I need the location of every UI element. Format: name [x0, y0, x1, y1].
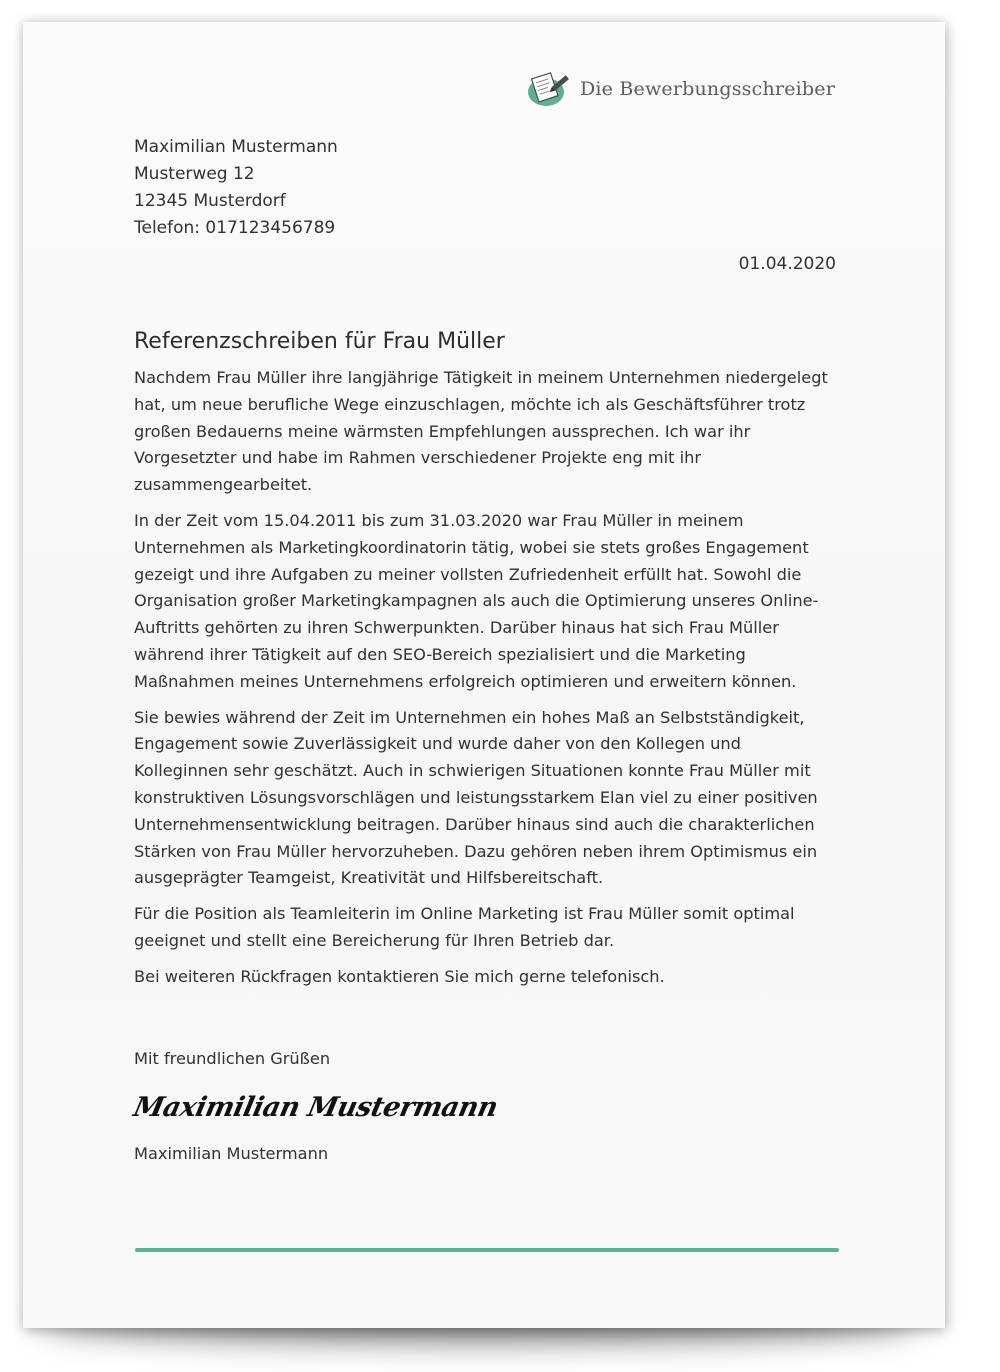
brand-name: Die Bewerbungsschreiber: [579, 78, 835, 100]
body-paragraph: Für die Position als Teamleiterin im Online Marketing ist Frau Müller somit optimal geeignet und stellt eine Bereicherung für Ihren Betrieb dar.: [134, 904, 795, 950]
letter-body: [134, 365, 836, 991]
body-paragraph: Sie bewies während der Zeit im Unternehmen ein hohes Maß an Selbstständigkeit, Engagement sowie Zuverlässigkeit und wurde daher von den Kollegen und Kolleginnen sehr geschätzt. Auch in schwierigen Situationen konnte Frau Müller mit konstruktiven Lösungsvorschlägen und leistungsstarkem Elan viel zu einer positiven Unternehmensentwicklung beitragen. Darüber hinaus sind auch die charakterlichen Stärken von Frau Müller hervorzuheben. Dazu gehören neben ihrem Optimismus ein ausgeprägter Teamgeist, Kreativität und Hilfsbereitschaft.: [134, 707, 818, 888]
letter-content: [130, 134, 836, 1167]
closing-phrase: Mit freundlichen Grüßen: [134, 1048, 331, 1068]
pen-paper-logo-icon: [526, 70, 572, 108]
sender-street: Musterweg 12: [134, 164, 255, 184]
sender-phone: Telefon: 017123456789: [134, 218, 336, 238]
sender-address: [134, 134, 836, 242]
sender-name: Maximilian Mustermann: [134, 137, 338, 157]
letter-subject: Referenzschreiben für Frau Müller: [134, 329, 505, 354]
sender-city: 12345 Musterdorf: [134, 191, 286, 211]
letter-page: [23, 22, 945, 1328]
body-paragraph: Bei weiteren Rückfragen kontaktieren Sie mich gerne telefonisch.: [134, 966, 665, 986]
body-paragraph: Nachdem Frau Müller ihre langjährige Tätigkeit in meinem Unternehmen niedergelegt hat, um neue berufliche Wege einzuschlagen, möchte ich als Geschäftsführer trotz großen Bedauerns meine wärmsten Empfehlungen aussprechen. Ich war ihr Vorgesetzter und habe im Rahmen verschiedener Projekte eng mit ihr zusammengearbeitet.: [134, 368, 828, 495]
letter-date: 01.04.2020: [738, 254, 836, 274]
handwritten-signature: Maximilian Mustermann: [130, 1091, 501, 1123]
brand-header: [526, 70, 835, 108]
signer-name: Maximilian Mustermann: [134, 1143, 329, 1163]
footer-accent-line: [135, 1248, 839, 1252]
body-paragraph: In der Zeit vom 15.04.2011 bis zum 31.03.2020 war Frau Müller in meinem Unternehmen als Marketingkoordinatorin tätig, wobei sie stets großes Engagement gezeigt und ihre Aufgaben zu meiner vollsten Zufriedenheit erfüllt hat. Sowohl die Organisation großer Marketingkampagnen als auch die Optimierung unseres Online-Auftritts gehörten zu ihren Schwerpunkten. Darüber hinaus hat sich Frau Müller während ihrer Tätigkeit auf den SEO-Bereich spezialisiert und die Marketing Maßnahmen meines Unternehmens erfolgreich optimieren und erweitern können.: [134, 510, 819, 691]
